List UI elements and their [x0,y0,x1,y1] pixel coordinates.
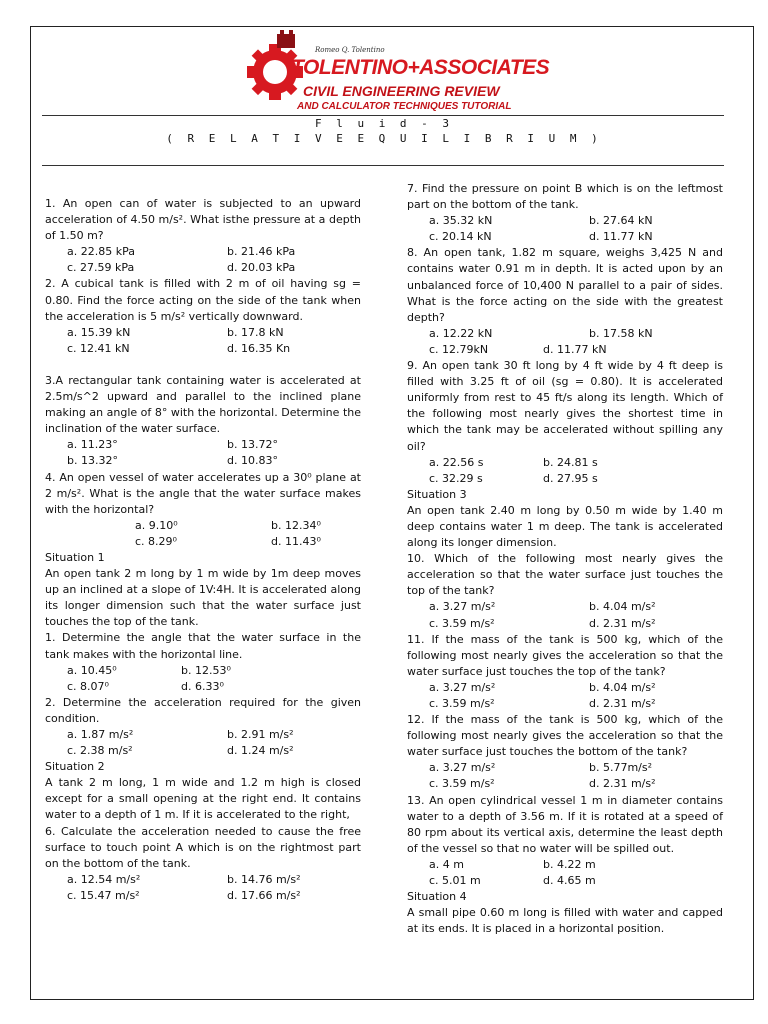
option: b. 12.34⁰ [271,518,321,532]
question-7-options [407,213,723,229]
question-8-options-row2 [407,342,723,358]
option: a. 10.45⁰ [67,663,117,677]
option: d. 2.31 m/s² [589,616,656,630]
situation-1-label: Situation 1 [45,550,105,564]
option: c. 27.59 kPa [67,261,135,275]
option: c. 12.79kN [429,342,489,356]
question-12-options-row2 [407,776,723,792]
option: a. 3.27 m/s² [429,761,496,775]
question-13-options-row2 [407,873,723,889]
question-6-options [45,872,361,888]
option: d. 1.24 m/s² [227,744,294,758]
logo-review-name: CIVIL ENGINEERING REVIEW [303,83,500,99]
option: b. 14.76 m/s² [227,872,301,886]
question-13: 13. An open cylindrical vessel 1 m in diameter contains water to a depth of 3.56 m. If it is rotated at a speed of 80 rpm about its vertical axis, determine the least depth of the vessel so that no water will be spilled out. [407,793,723,855]
question-1: 1. An open can of water is subjected to an upward acceleration of 4.50 m/s². What isthe pressure at a depth of 1.50 m? [45,197,361,243]
option: d. 20.03 kPa [227,261,296,275]
situation-1-question-2-options-row2 [45,743,361,759]
question-9: 9. An open tank 30 ft long by 4 ft wide by 4 ft deep is filled with 3.25 ft of oil (sg = 0.80). It is accelerated uniformly from rest to 45 ft/s along its length. Which of the following most nearly gives the shortest time in which the tank may be accelerated without spilling any oil? [407,359,723,453]
option: b. 13.72° [227,438,278,452]
option: c. 15.47 m/s² [67,888,140,902]
question-13-options [407,857,723,873]
situation-3-text: An open tank 2.40 m long by 0.50 m wide by 1.40 m deep contains water 1 m deep. The tank is accelerated along its longer dimension. [407,503,723,550]
question-4: 4. An open vessel of water accelerates up a 30⁰ plane at 2 m/s². What is the angle that the water surface makes with the horizontal? [45,470,361,516]
option: a. 12.22 kN [429,326,493,340]
option: a. 12.54 m/s² [67,872,141,886]
option: d. 2.31 m/s² [589,777,656,791]
page-subtitle: ( R E L A T I V E E Q U I L I B R I U M ) [166,132,602,145]
option: b. 17.58 kN [589,326,653,340]
author-signature: Romeo Q. Tolentino [315,46,385,54]
option: a. 3.27 m/s² [429,600,496,614]
option: b. 17.8 kN [227,325,284,339]
option: d. 4.65 m [543,874,596,888]
option: b. 2.91 m/s² [227,728,294,741]
option: a. 4 m [429,857,464,871]
question-8-options [407,326,723,342]
situation-1-question-1-options-row2 [45,679,361,695]
left-column [45,196,361,904]
option: a. 9.10⁰ [135,518,178,532]
option: d. 6.33⁰ [181,679,224,693]
option: d. 16.35 Kn [227,341,291,355]
option: b. 5.77m/s² [589,761,653,775]
option: d. 2.31 m/s² [589,697,656,710]
situation-3-label: Situation 3 [407,487,467,501]
situation-4-text: A small pipe 0.60 m long is filled with water and capped at its ends. It is placed in a horizontal position. [407,906,723,936]
option: c. 20.14 kN [429,230,492,244]
option: a. 11.23° [67,438,118,452]
option: c. 3.59 m/s² [429,697,495,710]
option: a. 22.85 kPa [67,245,135,259]
situation-1-question-2: 2. Determine the acceleration required for the given condition. [45,695,361,725]
logo [247,26,550,112]
situation-2-label: Situation 2 [45,760,105,774]
option: d. 17.66 m/s² [227,888,301,902]
option: c. 12.41 kN [67,341,130,355]
question-10-options [407,599,723,615]
situation-1-text: An open tank 2 m long by 1 m wide by 1m deep moves up an inclined at a slope of 1V:4H. It is accelerated along its longer dimension such that the water surface just touches the top of the tank. [45,567,361,629]
question-3: 3.A rectangular tank containing water is accelerated at 2.5m/s^2 upward and parallel to the inclined plane making an angle of 8° with the horizontal. Determine the inclination of the water surface. [45,373,361,436]
option: d. 27.95 s [543,471,598,485]
option: c. 2.38 m/s² [67,744,133,758]
situation-1-question-1-options [45,663,361,679]
option: b. 4.04 m/s² [589,600,656,614]
situation-2-text: A tank 2 m long, 1 m wide and 1.2 m high is closed except for a small opening at the right end. It contains water to a depth of 1 m. If it is accelerated to the right, [45,776,361,822]
option: b. 4.04 m/s² [589,680,656,694]
header-rule-top [42,115,724,116]
option: c. 3.59 m/s² [429,777,495,791]
question-4-options [45,518,361,534]
option: b. 24.81 s [543,455,598,469]
question-11-options-row2 [407,696,723,712]
question-12-options [407,760,723,776]
question-2-options [45,325,361,341]
question-11: 11. If the mass of the tank is 500 kg, which of the following most nearly gives the acceleration so that the water surface just touches the top of the tank? [407,632,723,678]
option: c. 32.29 s [429,471,483,485]
option: d. 11.43⁰ [271,534,321,548]
question-11-options [407,680,723,696]
option: b. 27.64 kN [589,214,653,228]
question-10: 10. Which of the following most nearly gives the acceleration so that the water surface just touches the top of the tank? [407,552,723,598]
question-2: 2. A cubical tank is filled with 2 m of oil having sg = 0.80. Find the force acting on the side of the tank when the acceleration is 5 m/s² vertically downward. [45,277,361,323]
option: c. 8.29⁰ [135,534,177,548]
option: c. 5.01 m [429,874,481,888]
logo-firm-name: TOLENTINO+ASSOCIATES [291,56,550,79]
option: a. 15.39 kN [67,325,131,339]
question-4-options-row2 [45,534,361,550]
question-7-options-row2 [407,229,723,245]
option: b. 12.53⁰ [181,663,231,677]
question-3-options [45,437,361,453]
situation-1-question-1: 1. Determine the angle that the water surface in the tank makes with the horizontal line. [45,631,361,661]
question-6: 6. Calculate the acceleration needed to cause the free surface to touch point A which is on the rightmost part on the bottom of the tank. [45,824,361,870]
option: a. 3.27 m/s² [429,680,496,694]
situation-4-label: Situation 4 [407,890,467,904]
logo-tagline: AND CALCULATOR TECHNIQUES TUTORIAL [297,101,512,112]
question-7: 7. Find the pressure on point B which is on the leftmost part on the bottom of the tank. [407,182,723,212]
option: b. 13.32° [67,454,118,468]
question-10-options-row2 [407,616,723,632]
page-title: F l u i d - 3 [314,117,454,130]
question-6-options-row2 [45,888,361,904]
question-9-options [407,455,723,471]
option: b. 21.46 kPa [227,245,296,259]
option: d. 11.77 kN [589,230,653,244]
situation-1-question-2-options [45,727,361,743]
question-1-options-row2 [45,260,361,276]
header-rule-bottom [42,165,724,166]
question-9-options-row2 [407,471,723,487]
option: c. 3.59 m/s² [429,616,495,630]
question-3-options-row2 [45,453,361,469]
option: c. 8.07⁰ [67,679,109,693]
option: a. 35.32 kN [429,214,493,228]
right-column [407,181,723,937]
option: d. 10.83° [227,454,278,468]
option: b. 4.22 m [543,857,596,871]
question-2-options-row2 [45,341,361,357]
option: a. 1.87 m/s² [67,728,134,741]
question-1-options [45,244,361,260]
option: a. 22.56 s [429,455,484,469]
question-12: 12. If the mass of the tank is 500 kg, which of the following most nearly gives the acceleration so that the water surface just touches the bottom of the tank? [407,713,723,759]
question-8: 8. An open tank, 1.82 m square, weighs 3,425 N and contains water 0.91 m in depth. It is acted upon by an unbalanced force of 10,400 N parallel to a pair of sides. What is the force acting on the side with the greatest depth? [407,246,723,324]
option: d. 11.77 kN [543,342,607,356]
